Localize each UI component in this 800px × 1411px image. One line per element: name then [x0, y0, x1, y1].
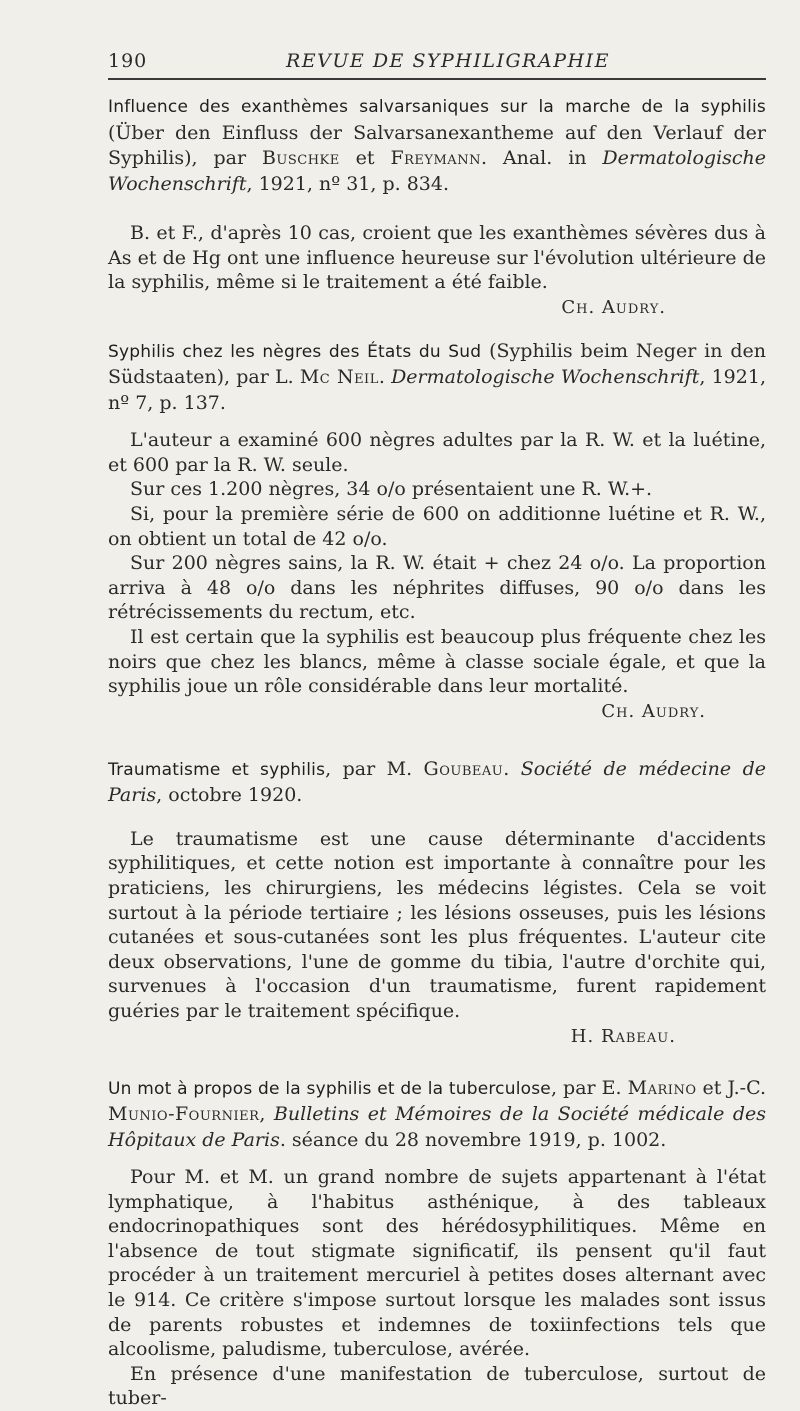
article-title: Traumatisme et syphilis: [108, 759, 326, 780]
page-number: 190: [108, 50, 148, 72]
author-name: Buschke: [261, 147, 340, 169]
paragraph: Le traumatisme est une cause déterminante d'accidents syphilitiques, et cette notion est importante à connaître pour les praticiens, les chirurgiens, les médecins légistes. Cela se voit surtout à la période tertiaire ; les lésions osseuses, puis les lésions cutanées et sous-cutanées sont les plus fréquentes. L'auteur cite deux observations, l'une de gomme du tibia, l'autre d'orchite qui, survenues à l'occasion d'un traumatisme, furent rapidement guéries par le traitement spécifique.: [108, 827, 766, 1022]
article-body: [108, 221, 766, 295]
journal-name: Dermatologische Wochenschrift: [108, 147, 767, 195]
paragraph: Si, pour la première série de 600 on additionne luétine et R. W., on obtient un total de 42 o/o.: [108, 503, 766, 550]
author-name: Mc Neil: [299, 366, 379, 389]
author-name: Freymann: [390, 147, 481, 169]
paragraph: Pour M. et M. un grand nombre de sujets appartenant à l'état lymphatique, à l'habitus asthénique, à des tableaux endocrinopathiques sont des hérédosyphilitiques. Même en l'absence de tout stigmate significatif, ils pensent qu'il faut procéder à un traitement mercuriel à petites doses alternant avec le 914. Ce critère s'impose surtout lorsque les malades sont issus de parents robustes et indemnes de toxiinfections tels que alcoolisme, paludisme, tuberculose, avérée.: [108, 1166, 766, 1361]
signature: H. Rabeau.: [570, 1025, 676, 1047]
article-negres: [108, 339, 766, 725]
article-heading: [108, 94, 766, 197]
article-meta: , 1921, nº 7, p. 137.: [108, 366, 766, 414]
article-meta: et J.-C.: [696, 1076, 767, 1099]
author-name: Marino: [627, 1076, 697, 1099]
paragraph: L'auteur a examiné 600 nègres adultes par la R. W. et la luétine, et 600 par la R. W. seule.: [108, 429, 766, 476]
article-meta: et: [339, 147, 391, 169]
article-meta: , octobre 1920.: [156, 784, 303, 807]
article-meta: , par E.: [550, 1076, 628, 1099]
journal-name: Dermatologische Wochenschrift: [391, 366, 700, 389]
article-meta: (Über den Einfluss der Salvarsanexantheme auf den Verlauf der Syphilis), par: [108, 121, 766, 169]
article-tuberculose: [108, 1076, 766, 1411]
article-traumatisme: [108, 757, 766, 1050]
journal-name: Société de médecine de Paris: [108, 757, 766, 807]
article-body: [108, 1165, 766, 1411]
article-meta: .: [503, 757, 521, 780]
article-body: [108, 827, 766, 1024]
article-heading: [108, 339, 766, 417]
article-title: Influence des exanthèmes salvarsaniques sur la marche de la syphilis: [108, 97, 766, 117]
article-meta: (Syphilis beim Neger in den Südstaaten), par L.: [108, 339, 766, 389]
article-meta: , par M.: [325, 757, 424, 780]
article-title: Syphilis chez les nègres des États du Sud: [108, 341, 482, 362]
article-meta: . séance du 28 novembre 1919, p. 1002.: [279, 1128, 667, 1151]
article-exanthemes: [108, 94, 766, 321]
article-body: [108, 428, 766, 699]
author-name: Munio-Fournier: [108, 1103, 260, 1126]
article-title: Un mot à propos de la syphilis et de la tuberculose: [108, 1078, 551, 1099]
paragraph: En présence d'une manifestation de tuberculose, surtout de tuber-: [108, 1362, 766, 1410]
article-heading: [108, 757, 766, 809]
paragraph: B. et F., d'après 10 cas, croient que les exanthèmes sévères dus à As et de Hg ont une influence heureuse sur l'évolution ultérieure de la syphilis, même si le traitement a été faible.: [108, 222, 766, 294]
author-name: Goubeau: [423, 757, 504, 780]
article-meta: .: [378, 366, 392, 389]
article-heading: [108, 1076, 766, 1154]
paragraph: Il est certain que la syphilis est beaucoup plus fréquente chez les noirs que chez les blancs, même à classe sociale égale, et que la syphilis joue un rôle considérable dans leur mortalité.: [108, 626, 766, 698]
journal-title: REVUE DE SYPHILIGRAPHIE: [286, 50, 610, 72]
running-head: [108, 44, 766, 80]
journal-name: Bulletins et Mémoires de la Société médicale des Hôpitaux de Paris: [108, 1103, 766, 1151]
signature: Ch. Audry.: [601, 700, 706, 722]
article-meta: , 1921, nº 31, p. 834.: [246, 172, 450, 195]
paragraph: Sur 200 nègres sains, la R. W. était + chez 24 o/o. La proportion arriva à 48 o/o dans les néphrites diffuses, 90 o/o dans les rétrécissements du rectum, etc.: [108, 552, 766, 624]
paragraph: Sur ces 1.200 nègres, 34 o/o présentaient une R. W.+.: [130, 478, 653, 501]
article-meta: . Anal. in: [480, 147, 603, 169]
article-meta: ,: [259, 1103, 274, 1126]
signature: Ch. Audry.: [561, 296, 666, 318]
